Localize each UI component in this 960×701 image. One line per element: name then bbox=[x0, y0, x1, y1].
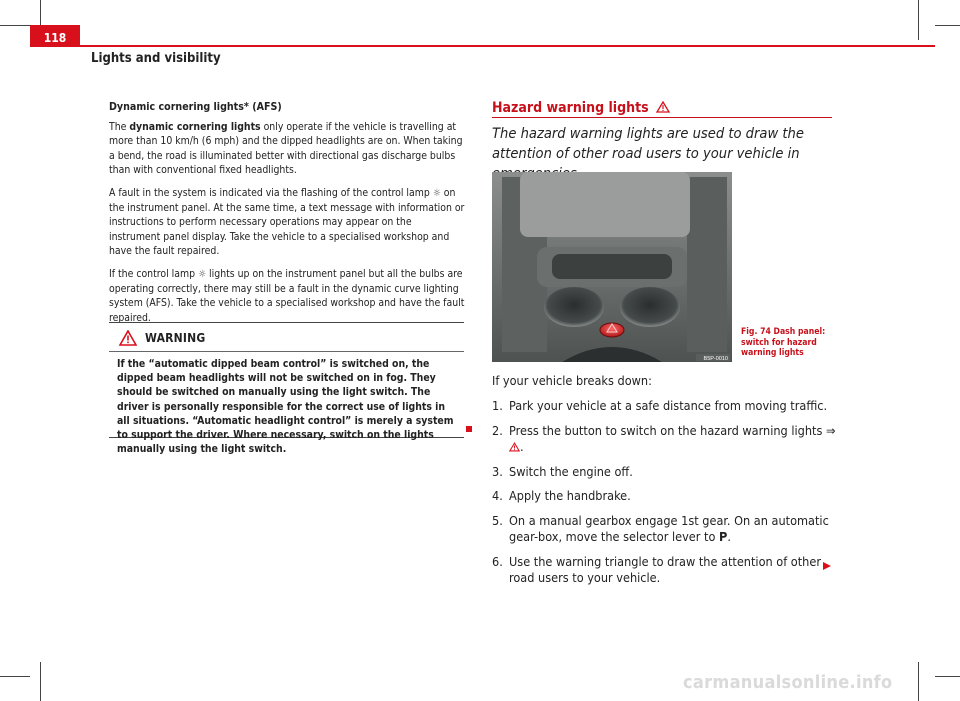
crop-mark bbox=[935, 676, 960, 677]
cornering-lamp-icon: ☼ bbox=[432, 188, 441, 200]
figure-hazard-switch bbox=[492, 172, 732, 362]
watermark: carmanualsonline.info bbox=[683, 672, 893, 693]
warning-header bbox=[109, 323, 464, 352]
left-column bbox=[109, 100, 465, 334]
crop-mark bbox=[0, 676, 30, 677]
list-item: 4. Apply the handbrake. bbox=[492, 488, 631, 503]
intro-text: The hazard warning lights are used to draw the attention of other road users to your vehicle in bbox=[492, 125, 804, 162]
list-item: 3. Switch the engine off. bbox=[492, 463, 633, 479]
cornering-lamp-icon: ☼ bbox=[198, 269, 207, 281]
heading-rule bbox=[492, 117, 832, 118]
warning-text: If the “automatic dipped beam control” is switched on, the dipped beam headlights will not be switched on in fog. They should be switched on manually using the light switch. The driver is personally responsible for the correct use of lights in all situations. “Automatic headlight control” is merely a system to support the driver. Where necessary, switch on the lights manually using the light switch. bbox=[117, 358, 454, 456]
list-item: 1. Park your vehicle at a safe distance from moving traffic. bbox=[492, 398, 828, 413]
crop-mark bbox=[935, 25, 960, 26]
warning-triangle-icon bbox=[656, 101, 670, 113]
crop-mark bbox=[918, 0, 919, 40]
crop-mark bbox=[0, 25, 30, 26]
paragraph-afs-3: If the control lamp ☼ lights up on the instrument panel but all the bulbs are operating correctly, there may still be a fault in the dynamic curve lighting system (AFS). Take the vehicle to a specialised workshop and have the fault repaired. bbox=[109, 268, 465, 324]
list-item: 5. On a manual gearbox engage 1st gear. On an automatic gear-box, move the selector lever to P. bbox=[492, 512, 829, 544]
page-number: 118 bbox=[30, 25, 80, 47]
section-end-marker bbox=[466, 426, 472, 432]
list-item: 6. Use the warning triangle to draw the attention of other road users to your vehicle. bbox=[492, 553, 821, 585]
continue-arrow-icon bbox=[822, 561, 832, 571]
warning-title: WARNING bbox=[145, 331, 206, 345]
list-item: 2. Press the button to switch on the hazard warning lights ⇒ . bbox=[492, 422, 836, 454]
crop-mark bbox=[918, 662, 919, 701]
paragraph-afs-2: A fault in the system is indicated via the flashing of the control lamp ☼ on the instrument panel. At the same time, a text message with information or instructions to perform necessary operations may appear on the instrument panel display. Take the vehicle to a specialised workshop and have the fault repaired. bbox=[109, 187, 465, 257]
steps-intro: If your vehicle breaks down: bbox=[492, 373, 652, 388]
warning-triangle-icon bbox=[509, 442, 520, 452]
header-rule bbox=[30, 45, 935, 47]
dash-panel-photo bbox=[492, 172, 732, 362]
figure-caption: Fig. 74 Dash panel: switch for hazard warning lights bbox=[741, 327, 826, 358]
section-heading-afs: Dynamic cornering lights* (AFS) bbox=[109, 101, 282, 113]
section-heading-hazard: Hazard warning lights bbox=[492, 100, 670, 116]
figure-code: B5P-0010 bbox=[703, 356, 728, 362]
crop-mark bbox=[40, 662, 41, 701]
warning-triangle-icon bbox=[119, 330, 137, 346]
warning-box bbox=[109, 322, 464, 456]
page-title: Lights and visibility bbox=[91, 51, 221, 66]
paragraph-afs-1: The dynamic cornering lights only operate if the vehicle is travelling at more than 10 km/h (6 mph) and the dipped headlights are on. When taking a bend, the road is illuminated better with directional gas discharge bulbs than with conventional fixed headlights. bbox=[109, 121, 463, 176]
steps-list bbox=[492, 398, 842, 595]
